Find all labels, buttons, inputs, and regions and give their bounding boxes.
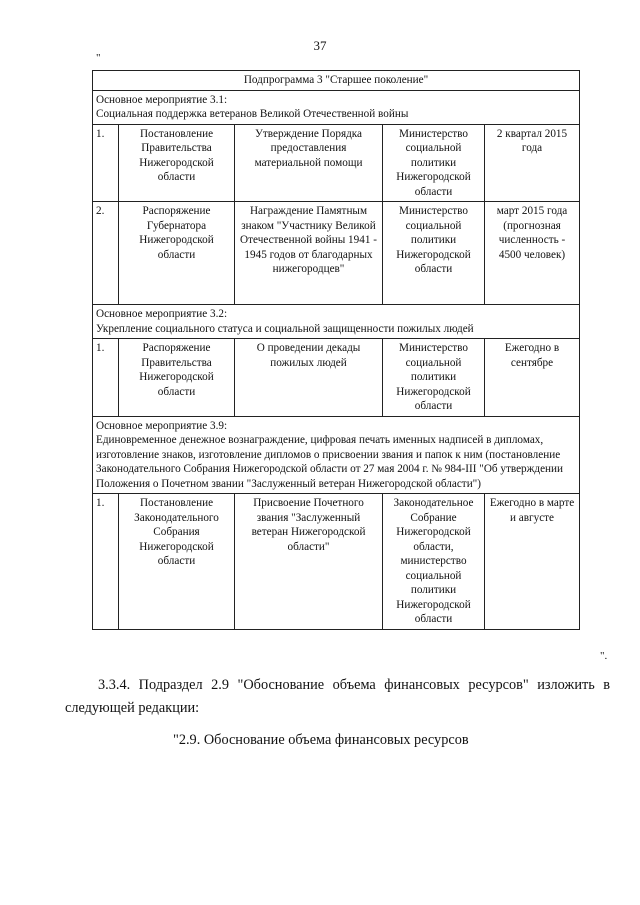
subprogram-row (93, 71, 580, 91)
term-cell: Ежегодно в сентябре (485, 339, 580, 417)
executor-cell: Министерство социальной политики Нижегородской области (383, 339, 485, 417)
subject-cell: О проведении декады пожилых людей (235, 339, 383, 417)
section-header-row (93, 90, 580, 124)
row-number: 1. (93, 124, 119, 202)
table-row (93, 339, 580, 417)
section-heading-paragraph: "2.9. Обоснование объема финансовых ресурсов (173, 732, 469, 748)
closing-quote: ". (600, 650, 608, 662)
term-cell: Ежегодно в марте и августе (485, 494, 580, 630)
table-row (93, 124, 580, 202)
amendment-paragraph: 3.3.4. Подраздел 2.9 "Обоснование объема финансовых ресурсов" изложить в следующей редакции: (65, 677, 610, 716)
section-heading: Основное мероприятие 3.2: (96, 308, 228, 320)
executor-cell: Законодательное Собрание Нижегородской области, министерство социальной политики Нижегородской области (383, 494, 485, 630)
legal-act-cell: Постановление Правительства Нижегородской области (119, 124, 235, 202)
row-number: 2. (93, 202, 119, 305)
section-title: Укрепление социального статуса и социальной защищенности пожилых людей (96, 322, 474, 335)
section-header-row (93, 305, 580, 339)
opening-quote: " (96, 52, 101, 64)
measures-table (92, 70, 580, 630)
row-number: 1. (93, 339, 119, 417)
term-cell: март 2015 года (прогнозная численность - 4500 человек) (485, 202, 580, 305)
subject-cell: Награждение Памятным знаком "Участнику Великой Отечественной войны 1941 - 1945 годов от благодарных нижегородцев" (235, 202, 383, 305)
section-heading: Основное мероприятие 3.1: (96, 93, 228, 106)
section-title: Единовременное денежное вознаграждение, цифровая печать именных надписей в дипломах, изготовление знаков, изготовление дипломов о присвоении звания и папок к ним (постановление Законодательного Собрания Нижегородской области от 27 мая 2004 г. № 984-III "Об утверждении Положения о Почетном звании "Заслуженный ветеран Нижегородской области") (96, 434, 563, 490)
section-heading: Основное мероприятие 3.9: (96, 419, 228, 432)
subject-cell: Присвоение Почетного звания "Заслуженный ветеран Нижегородской области" (235, 494, 383, 630)
section-header (93, 90, 580, 124)
term-cell: 2 квартал 2015 года (485, 124, 580, 202)
section-header-row (93, 416, 580, 494)
table-row (93, 494, 580, 630)
subprogram-title: Подпрограмма 3 "Старшее поколение" (93, 71, 580, 91)
section-header (93, 305, 580, 339)
page-number: 37 (313, 38, 327, 53)
table-row (93, 202, 580, 305)
legal-act-cell: Постановление Законодательного Собрания Нижегородской области (119, 494, 235, 630)
executor-cell: Министерство социальной политики Нижегородской области (383, 202, 485, 305)
section-title: Социальная поддержка ветеранов Великой Отечественной войны (96, 108, 409, 120)
executor-cell: Министерство социальной политики Нижегородской области (383, 124, 485, 202)
legal-act-cell: Распоряжение Губернатора Нижегородской области (119, 202, 235, 305)
section-header (93, 416, 580, 494)
legal-act-cell: Распоряжение Правительства Нижегородской области (119, 339, 235, 417)
subject-cell: Утверждение Порядка предоставления материальной помощи (235, 124, 383, 202)
row-number: 1. (93, 494, 119, 630)
